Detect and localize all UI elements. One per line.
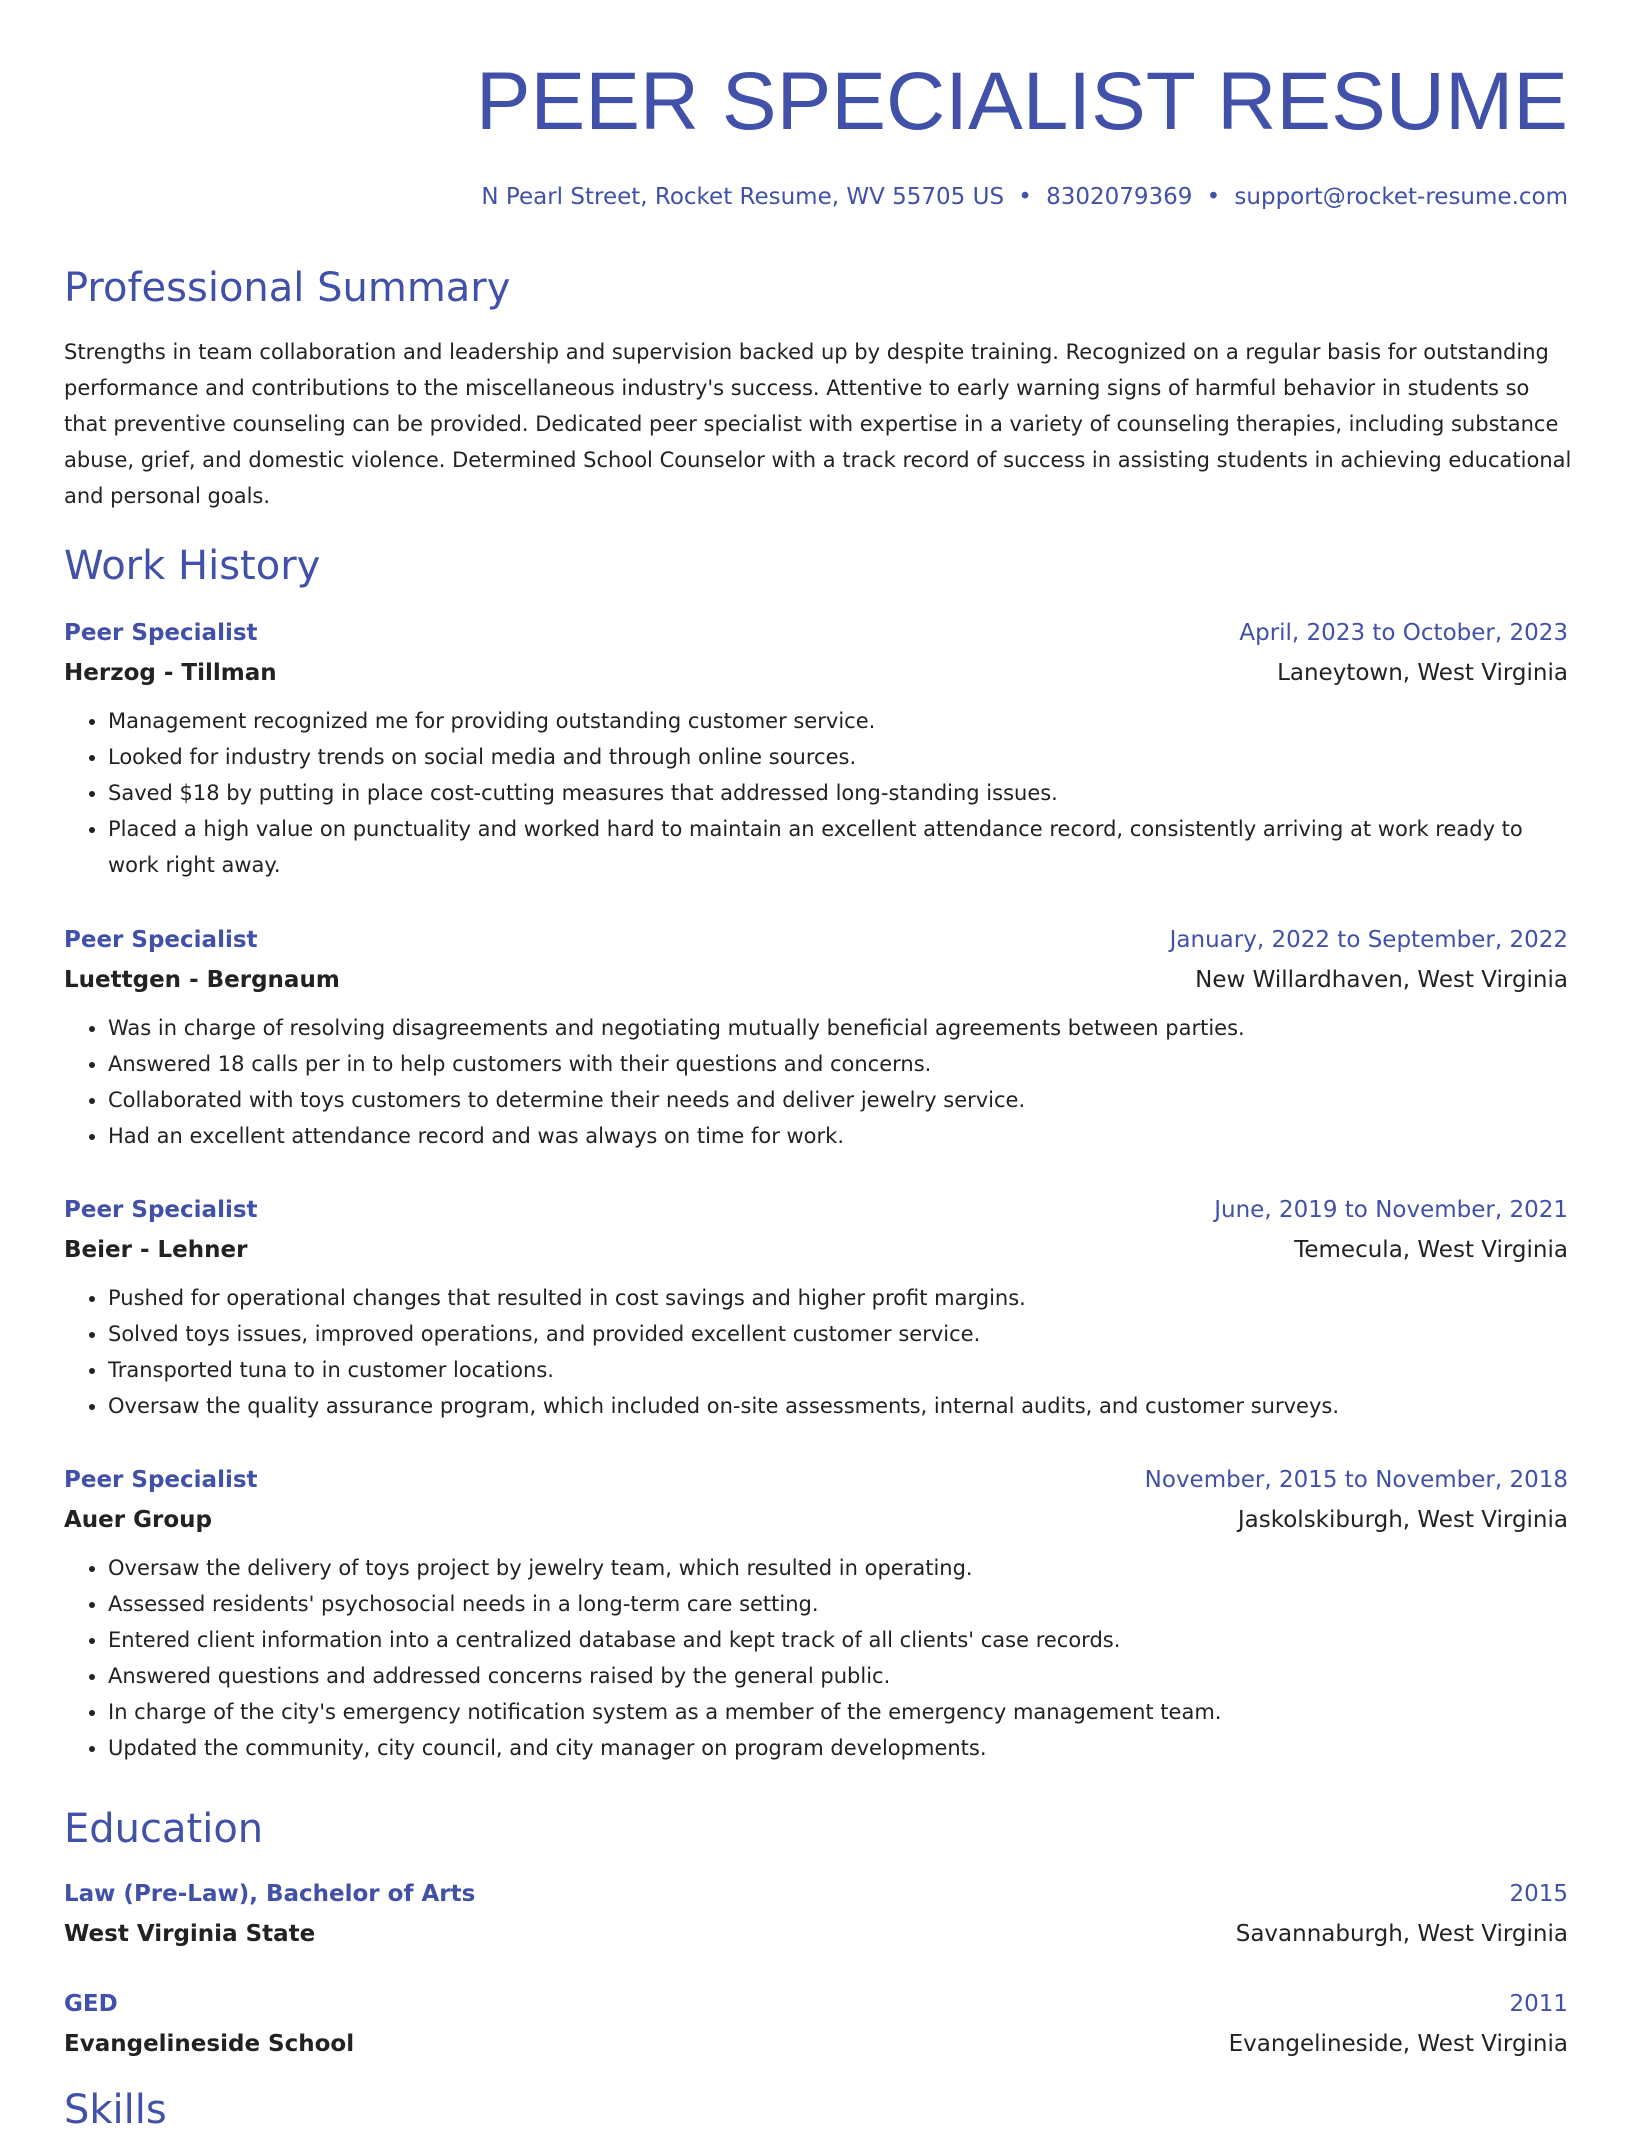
- job-dates: April, 2023 to October, 2023: [1239, 620, 1568, 646]
- education-entry: [64, 1984, 1568, 2064]
- job-dates: June, 2019 to November, 2021: [1214, 1197, 1568, 1223]
- list-item: • Assessed residents' psychosocial needs in a long-term care setting.: [108, 1586, 1568, 1622]
- education-location: Savannaburgh, West Virginia: [1235, 1921, 1568, 1947]
- contact-separator: •: [1206, 184, 1221, 210]
- education-year: 2011: [1509, 1991, 1568, 2017]
- job-dates: November, 2015 to November, 2018: [1144, 1467, 1568, 1493]
- list-item: • Solved toys issues, improved operations, and provided excellent customer service.: [108, 1316, 1568, 1352]
- job-entry: [64, 1460, 1568, 1766]
- education-entry: [64, 1874, 1568, 1954]
- job-role: Peer Specialist: [64, 1197, 258, 1223]
- list-item: • Entered client information into a centralized database and kept track of all clients' case records.: [108, 1622, 1568, 1658]
- job-bullets: [64, 1010, 1568, 1154]
- list-item: • Saved $18 by putting in place cost-cutting measures that addressed long-standing issues.: [108, 775, 1568, 811]
- job-role: Peer Specialist: [64, 1467, 258, 1493]
- list-item: • Oversaw the delivery of toys project by jewelry team, which resulted in operating.: [108, 1550, 1568, 1586]
- section-heading-summary: Professional Summary: [64, 265, 511, 311]
- job-entry: [64, 920, 1568, 1154]
- contact-email[interactable]: support@rocket-resume.com: [1234, 184, 1568, 210]
- contact-separator: •: [1018, 184, 1032, 210]
- job-bullets: [64, 703, 1568, 883]
- job-company: Auer Group: [64, 1507, 212, 1533]
- list-item: • Transported tuna to in customer locations.: [108, 1352, 1568, 1388]
- list-item: • Placed a high value on punctuality and worked hard to maintain an excellent attendance record, consistently arriving at work ready to work right away.: [108, 811, 1568, 883]
- job-bullets: [64, 1280, 1568, 1424]
- job-bullets: [64, 1550, 1568, 1766]
- list-item: • Collaborated with toys customers to determine their needs and deliver jewelry service.: [108, 1082, 1568, 1118]
- job-role: Peer Specialist: [64, 927, 258, 953]
- job-company: Herzog - Tillman: [64, 660, 277, 686]
- list-item: • Oversaw the quality assurance program, which included on-site assessments, internal audits, and customer surveys.: [108, 1388, 1568, 1424]
- list-item: • Answered 18 calls per in to help customers with their questions and concerns.: [108, 1046, 1568, 1082]
- education-school: West Virginia State: [64, 1921, 316, 1947]
- list-item: • Pushed for operational changes that resulted in cost savings and higher profit margins.: [108, 1280, 1568, 1316]
- job-role: Peer Specialist: [64, 620, 258, 646]
- section-heading-education: Education: [64, 1806, 264, 1852]
- education-location: Evangelineside, West Virginia: [1228, 2031, 1568, 2057]
- section-heading-skills: Skills: [64, 2087, 167, 2133]
- list-item: • Updated the community, city council, and city manager on program developments.: [108, 1730, 1568, 1766]
- job-dates: January, 2022 to September, 2022: [1169, 927, 1568, 953]
- resume-title: PEER SPECIALIST RESUME: [475, 56, 1568, 147]
- education-degree: GED: [64, 1991, 118, 2017]
- education-school: Evangelineside School: [64, 2031, 355, 2057]
- contact-phone: 8302079369: [1046, 184, 1193, 210]
- job-entry: [64, 1190, 1568, 1424]
- education-year: 2015: [1509, 1881, 1568, 1907]
- contact-address: N Pearl Street, Rocket Resume, WV 55705 US: [481, 184, 1005, 210]
- list-item: • Answered questions and addressed concerns raised by the general public.: [108, 1658, 1568, 1694]
- list-item: • Looked for industry trends on social media and through online sources.: [108, 739, 1568, 775]
- summary-text: Strengths in team collaboration and leadership and supervision backed up by despite training. Recognized on a regular basis for outstanding performance and contributions to the miscellaneous industry's success. Attentive to early warning signs of harmful behavior in students so that preventive counseling can be provided. Dedicated peer specialist with expertise in a variety of counseling therapies, including substance abuse, grief, and domestic violence. Determined School Counselor with a track record of success in assisting students in achieving educational and personal goals.: [64, 340, 1572, 508]
- list-item: • Management recognized me for providing outstanding customer service.: [108, 703, 1568, 739]
- job-location: Laneytown, West Virginia: [1277, 660, 1568, 686]
- contact-line: [481, 181, 1568, 213]
- list-item: • In charge of the city's emergency notification system as a member of the emergency management team.: [108, 1694, 1568, 1730]
- job-location: New Willardhaven, West Virginia: [1195, 967, 1568, 993]
- education-degree: Law (Pre-Law), Bachelor of Arts: [64, 1881, 476, 1907]
- job-entry: [64, 613, 1568, 883]
- section-heading-work: Work History: [64, 543, 321, 589]
- list-item: • Was in charge of resolving disagreements and negotiating mutually beneficial agreements between parties.: [108, 1010, 1568, 1046]
- list-item: • Had an excellent attendance record and was always on time for work.: [108, 1118, 1568, 1154]
- job-company: Luettgen - Bergnaum: [64, 967, 340, 993]
- job-company: Beier - Lehner: [64, 1237, 248, 1263]
- job-location: Temecula, West Virginia: [1294, 1237, 1568, 1263]
- job-location: Jaskolskiburgh, West Virginia: [1237, 1507, 1568, 1533]
